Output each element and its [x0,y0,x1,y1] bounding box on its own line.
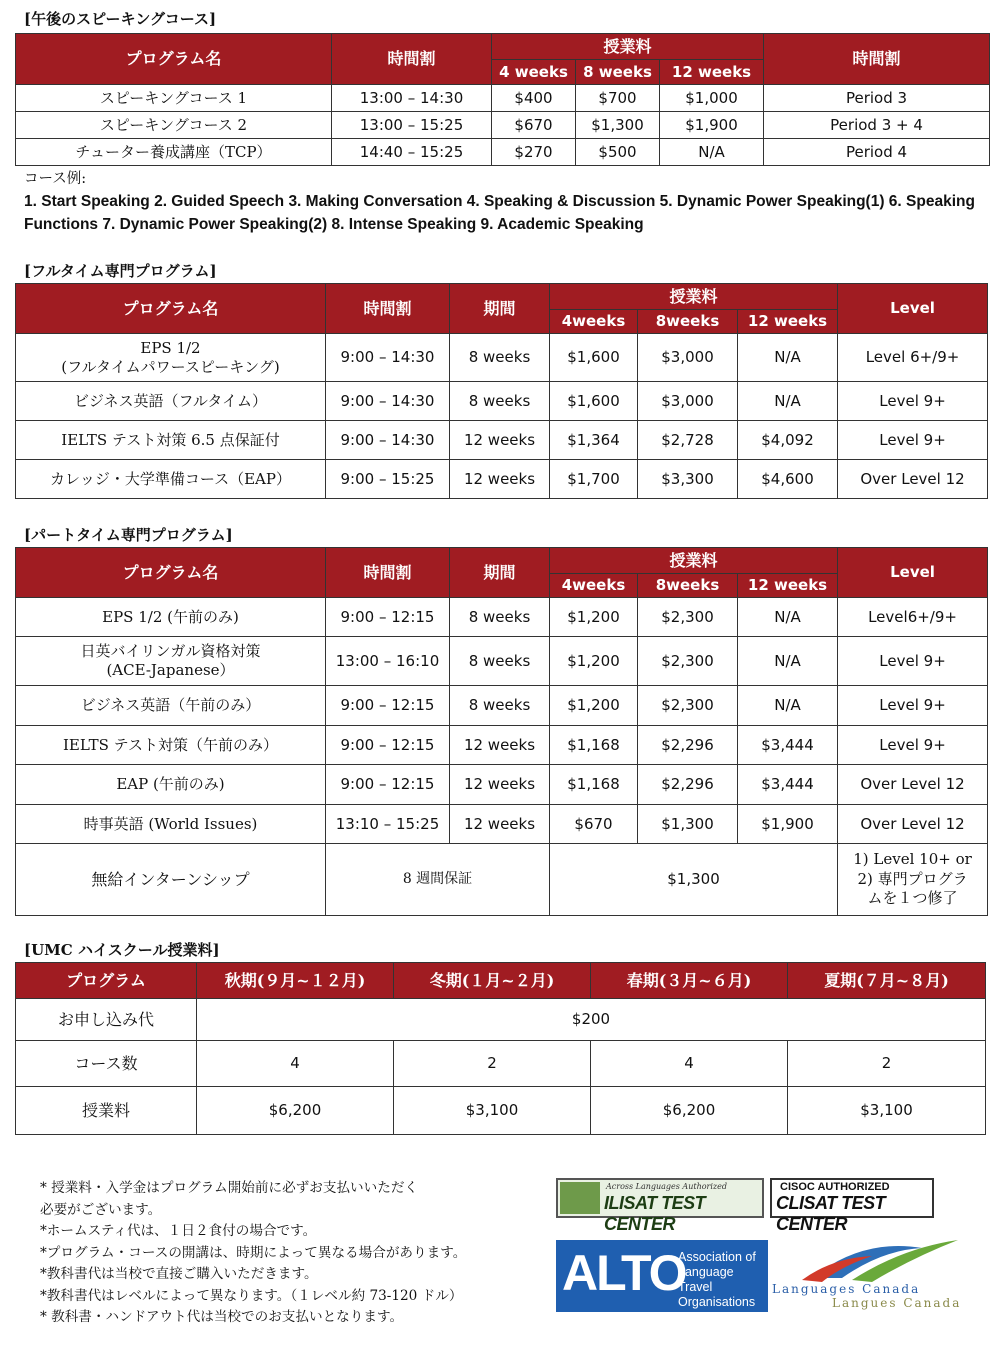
courses-winter: 2 [394,1041,591,1087]
program-name: スピーキングコース 2 [16,112,332,139]
table-row [16,598,988,637]
tuition-summer: $3,100 [788,1087,986,1135]
ilisat-logo [556,1178,764,1234]
fee-4w: $1,364 [550,421,638,460]
program-name [16,334,326,382]
ilisat-top-text: Across Languages Authorized [606,1182,727,1191]
alto-logo [556,1240,768,1312]
header-program: プログラム [16,963,197,999]
level-cell: Over Level 12 [838,765,988,805]
header-program: プログラム名 [16,548,326,598]
note-line: *プログラム・コースの開講は、時期によって異なる場合があります。 [40,1244,467,1261]
clisat-top-text: CISOC AUTHORIZED [780,1181,890,1193]
header-summer: 夏期(７月~８月) [788,963,986,999]
time-cell: 9:00 – 14:30 [326,421,450,460]
time-cell: 9:00 – 15:25 [326,460,450,499]
lc-text-fr: Langues Canada [832,1296,962,1310]
note-line: *教科書代はレベルによって異なります。（１レベル約 73-120 ドル） [40,1287,463,1304]
header-12weeks: 12 weeks [660,60,764,85]
fee-12w: $1,900 [738,805,838,844]
fee-4w: $1,700 [550,460,638,499]
header-8weeks: 8 weeks [576,60,660,85]
table-row [16,382,988,421]
level-cell: Level 6+/9+ [838,334,988,382]
alto-subtitle [678,1250,768,1310]
period-cell: Period 4 [764,139,990,166]
parttime-title: [パートタイム専門プログラム] [24,526,233,544]
time-cell: 13:10 – 15:25 [326,805,450,844]
period-cell: 12 weeks [450,805,550,844]
level-line1: 1) Level 10+ or [853,850,972,869]
header-program: プログラム名 [16,34,332,85]
header-4weeks: 4weeks [550,574,638,598]
table-row [16,637,988,686]
header-8weeks: 8weeks [638,574,738,598]
alto-big-text: ALTO [562,1245,686,1301]
fee-12w: $1,000 [660,85,764,112]
fee-8w: $2,296 [638,765,738,805]
header-12weeks: 12 weeks [738,310,838,334]
program-name [16,637,326,686]
fee-8w: $3,000 [638,334,738,382]
tuition-fall: $6,200 [197,1087,394,1135]
header-level: Level [838,284,988,334]
header-12weeks: 12 weeks [738,574,838,598]
header-4weeks: 4weeks [550,310,638,334]
level-cell: Over Level 12 [838,805,988,844]
table-row [16,1041,986,1087]
level-cell: Level 9+ [838,382,988,421]
table-row [16,999,986,1041]
header-period: 期間 [450,284,550,334]
row-label: お申し込み代 [16,999,197,1041]
level-cell: Level 9+ [838,637,988,686]
level-cell: Level 9+ [838,726,988,765]
tuition-spring: $6,200 [591,1087,788,1135]
header-time: 時間割 [326,284,450,334]
time-cell: 9:00 – 14:30 [326,334,450,382]
fulltime-title: [フルタイム専門プログラム] [24,262,217,280]
table-row [16,1087,986,1135]
note-line: * 教科書・ハンドアウト代は当校でのお支払いとなります。 [40,1309,404,1325]
languages-canada-logo [772,1238,962,1318]
ilisat-emblem-icon [560,1182,600,1214]
fee-cell: $1,300 [550,844,838,916]
courses-fall: 4 [197,1041,394,1087]
header-4weeks: 4 weeks [492,60,576,85]
fee-4w: $670 [492,112,576,139]
level-cell [838,844,988,916]
application-fee: $200 [197,999,986,1041]
clisat-logo [770,1178,934,1234]
period-cell: 8 weeks [450,598,550,637]
period-cell: 12 weeks [450,421,550,460]
parttime-table [15,547,988,916]
table-row [16,686,988,726]
alto-line: Organisations [678,1295,756,1309]
table-row [16,139,990,166]
fee-8w: $700 [576,85,660,112]
header-period: 期間 [450,548,550,598]
header-8weeks: 8weeks [638,310,738,334]
fee-4w: $1,200 [550,598,638,637]
level-cell: Level 9+ [838,686,988,726]
highschool-title: [UMC ハイスクール授業料] [24,941,220,959]
table-row [16,765,988,805]
time-cell: 13:00 – 15:25 [332,112,492,139]
fee-4w: $270 [492,139,576,166]
header-fee: 授業料 [550,284,838,310]
table-row [16,334,988,382]
row-label: コース数 [16,1041,197,1087]
program-name-line1: EPS 1/2 [140,338,201,357]
fee-12w: $3,444 [738,726,838,765]
time-cell: 13:00 – 14:30 [332,85,492,112]
header-fee: 授業料 [492,34,764,60]
fee-12w: $4,600 [738,460,838,499]
note-line: * 授業料・入学金はプログラム開始前に必ずお支払いいただく [40,1180,419,1196]
afternoon-title: [午後のスピーキングコース] [24,10,217,28]
header-time: 時間割 [326,548,450,598]
fee-4w: $1,600 [550,334,638,382]
level-cell: Level6+/9+ [838,598,988,637]
fee-12w: N/A [738,686,838,726]
period-cell: 12 weeks [450,726,550,765]
courses-spring: 4 [591,1041,788,1087]
tuition-winter: $3,100 [394,1087,591,1135]
afternoon-table [15,33,990,166]
table-row [16,112,990,139]
header-level: Level [838,548,988,598]
program-name: IELTS テスト対策 6.5 点保証付 [16,421,326,460]
fee-4w: $670 [550,805,638,844]
level-cell: Over Level 12 [838,460,988,499]
fee-12w: $4,092 [738,421,838,460]
fee-12w: N/A [738,334,838,382]
row-label: 授業料 [16,1087,197,1135]
fee-8w: $2,300 [638,686,738,726]
period-cell: Period 3 + 4 [764,112,990,139]
level-line3: ムを１つ修了 [867,889,958,908]
languages-canada-swoosh-icon [772,1238,962,1284]
header-fee: 授業料 [550,548,838,574]
time-cell: 9:00 – 12:15 [326,726,450,765]
fee-8w: $3,000 [638,382,738,421]
alto-line: Association of [678,1250,756,1264]
footnotes [40,1178,560,1329]
program-name: ビジネス英語（午前のみ） [16,686,326,726]
note-line: 必要がございます。 [40,1201,162,1218]
fee-12w: N/A [738,382,838,421]
time-cell: 9:00 – 14:30 [326,382,450,421]
period-cell: 8 weeks [450,686,550,726]
ilisat-main-text: ILISAT TEST CENTER [604,1193,706,1234]
fee-4w: $400 [492,85,576,112]
examples-list: 1. Start Speaking 2. Guided Speech 3. Making Conversation 4. Speaking & Discussion 5. Dynamic Power Speaking(1) 6. Speaking Functions 7. Dynamic Power Speaking(2) 8. Intense Speaking 9. Academic Speaking [24,193,975,233]
table-row-internship [16,844,988,916]
table-row [16,421,988,460]
fee-12w: N/A [738,598,838,637]
fee-12w: N/A [738,637,838,686]
clisat-main-text: CLISAT TEST CENTER [776,1193,886,1234]
lc-text-en: Languages Canada [772,1282,921,1296]
program-name-line1: 日英バイリンガル資格対策 [80,642,261,661]
fee-8w: $2,728 [638,421,738,460]
course-examples [24,167,984,236]
period-cell: 8 weeks [450,334,550,382]
period-cell: 8 weeks [450,382,550,421]
program-name-line2: (フルタイムパワースピーキング) [61,357,280,376]
fee-4w: $1,200 [550,686,638,726]
period-cell: 8 週間保証 [326,844,550,916]
fee-8w: $1,300 [576,112,660,139]
fee-8w: $2,300 [638,598,738,637]
program-name: カレッジ・大学準備コース（EAP） [16,460,326,499]
fee-4w: $1,168 [550,726,638,765]
courses-summer: 2 [788,1041,986,1087]
header-program: プログラム名 [16,284,326,334]
examples-label: コース例: [24,171,87,187]
fee-8w: $2,300 [638,637,738,686]
fee-8w: $2,296 [638,726,738,765]
fee-8w: $3,300 [638,460,738,499]
fee-4w: $1,168 [550,765,638,805]
time-cell: 13:00 – 16:10 [326,637,450,686]
table-row [16,85,990,112]
program-name: チューター養成講座（TCP） [16,139,332,166]
fee-8w: $1,300 [638,805,738,844]
period-cell: 12 weeks [450,765,550,805]
program-name: ビジネス英語（フルタイム） [16,382,326,421]
time-cell: 9:00 – 12:15 [326,765,450,805]
time-cell: 9:00 – 12:15 [326,598,450,637]
header-winter: 冬期(１月~２月) [394,963,591,999]
level-line2: 2) 専門プログラ [857,869,968,888]
highschool-table [15,962,986,1135]
fee-4w: $1,200 [550,637,638,686]
header-period: 時間割 [764,34,990,85]
fee-12w: N/A [660,139,764,166]
header-fall: 秋期(９月~１２月) [197,963,394,999]
program-name: EPS 1/2 (午前のみ) [16,598,326,637]
program-name: 時事英語 (World Issues) [16,805,326,844]
table-row [16,726,988,765]
fee-12w: $3,444 [738,765,838,805]
program-name: EAP (午前のみ) [16,765,326,805]
fee-4w: $1,600 [550,382,638,421]
note-line: *ホームスティ代は、１日２食付の場合です。 [40,1223,317,1239]
table-row [16,805,988,844]
fee-12w: $1,900 [660,112,764,139]
time-cell: 14:40 – 15:25 [332,139,492,166]
period-cell: Period 3 [764,85,990,112]
level-cell: Level 9+ [838,421,988,460]
program-name-line2: (ACE-Japanese） [106,661,235,679]
header-spring: 春期(３月~６月) [591,963,788,999]
program-name: スピーキングコース 1 [16,85,332,112]
fulltime-table [15,283,988,499]
header-time: 時間割 [332,34,492,85]
fee-8w: $500 [576,139,660,166]
program-name: 無給インターンシップ [16,844,326,916]
note-line: *教科書代は当校で直接ご購入いただきます。 [40,1266,318,1282]
alto-line: Language Travel [678,1265,734,1294]
program-name: IELTS テスト対策（午前のみ） [16,726,326,765]
period-cell: 8 weeks [450,637,550,686]
table-row [16,460,988,499]
time-cell: 9:00 – 12:15 [326,686,450,726]
period-cell: 12 weeks [450,460,550,499]
